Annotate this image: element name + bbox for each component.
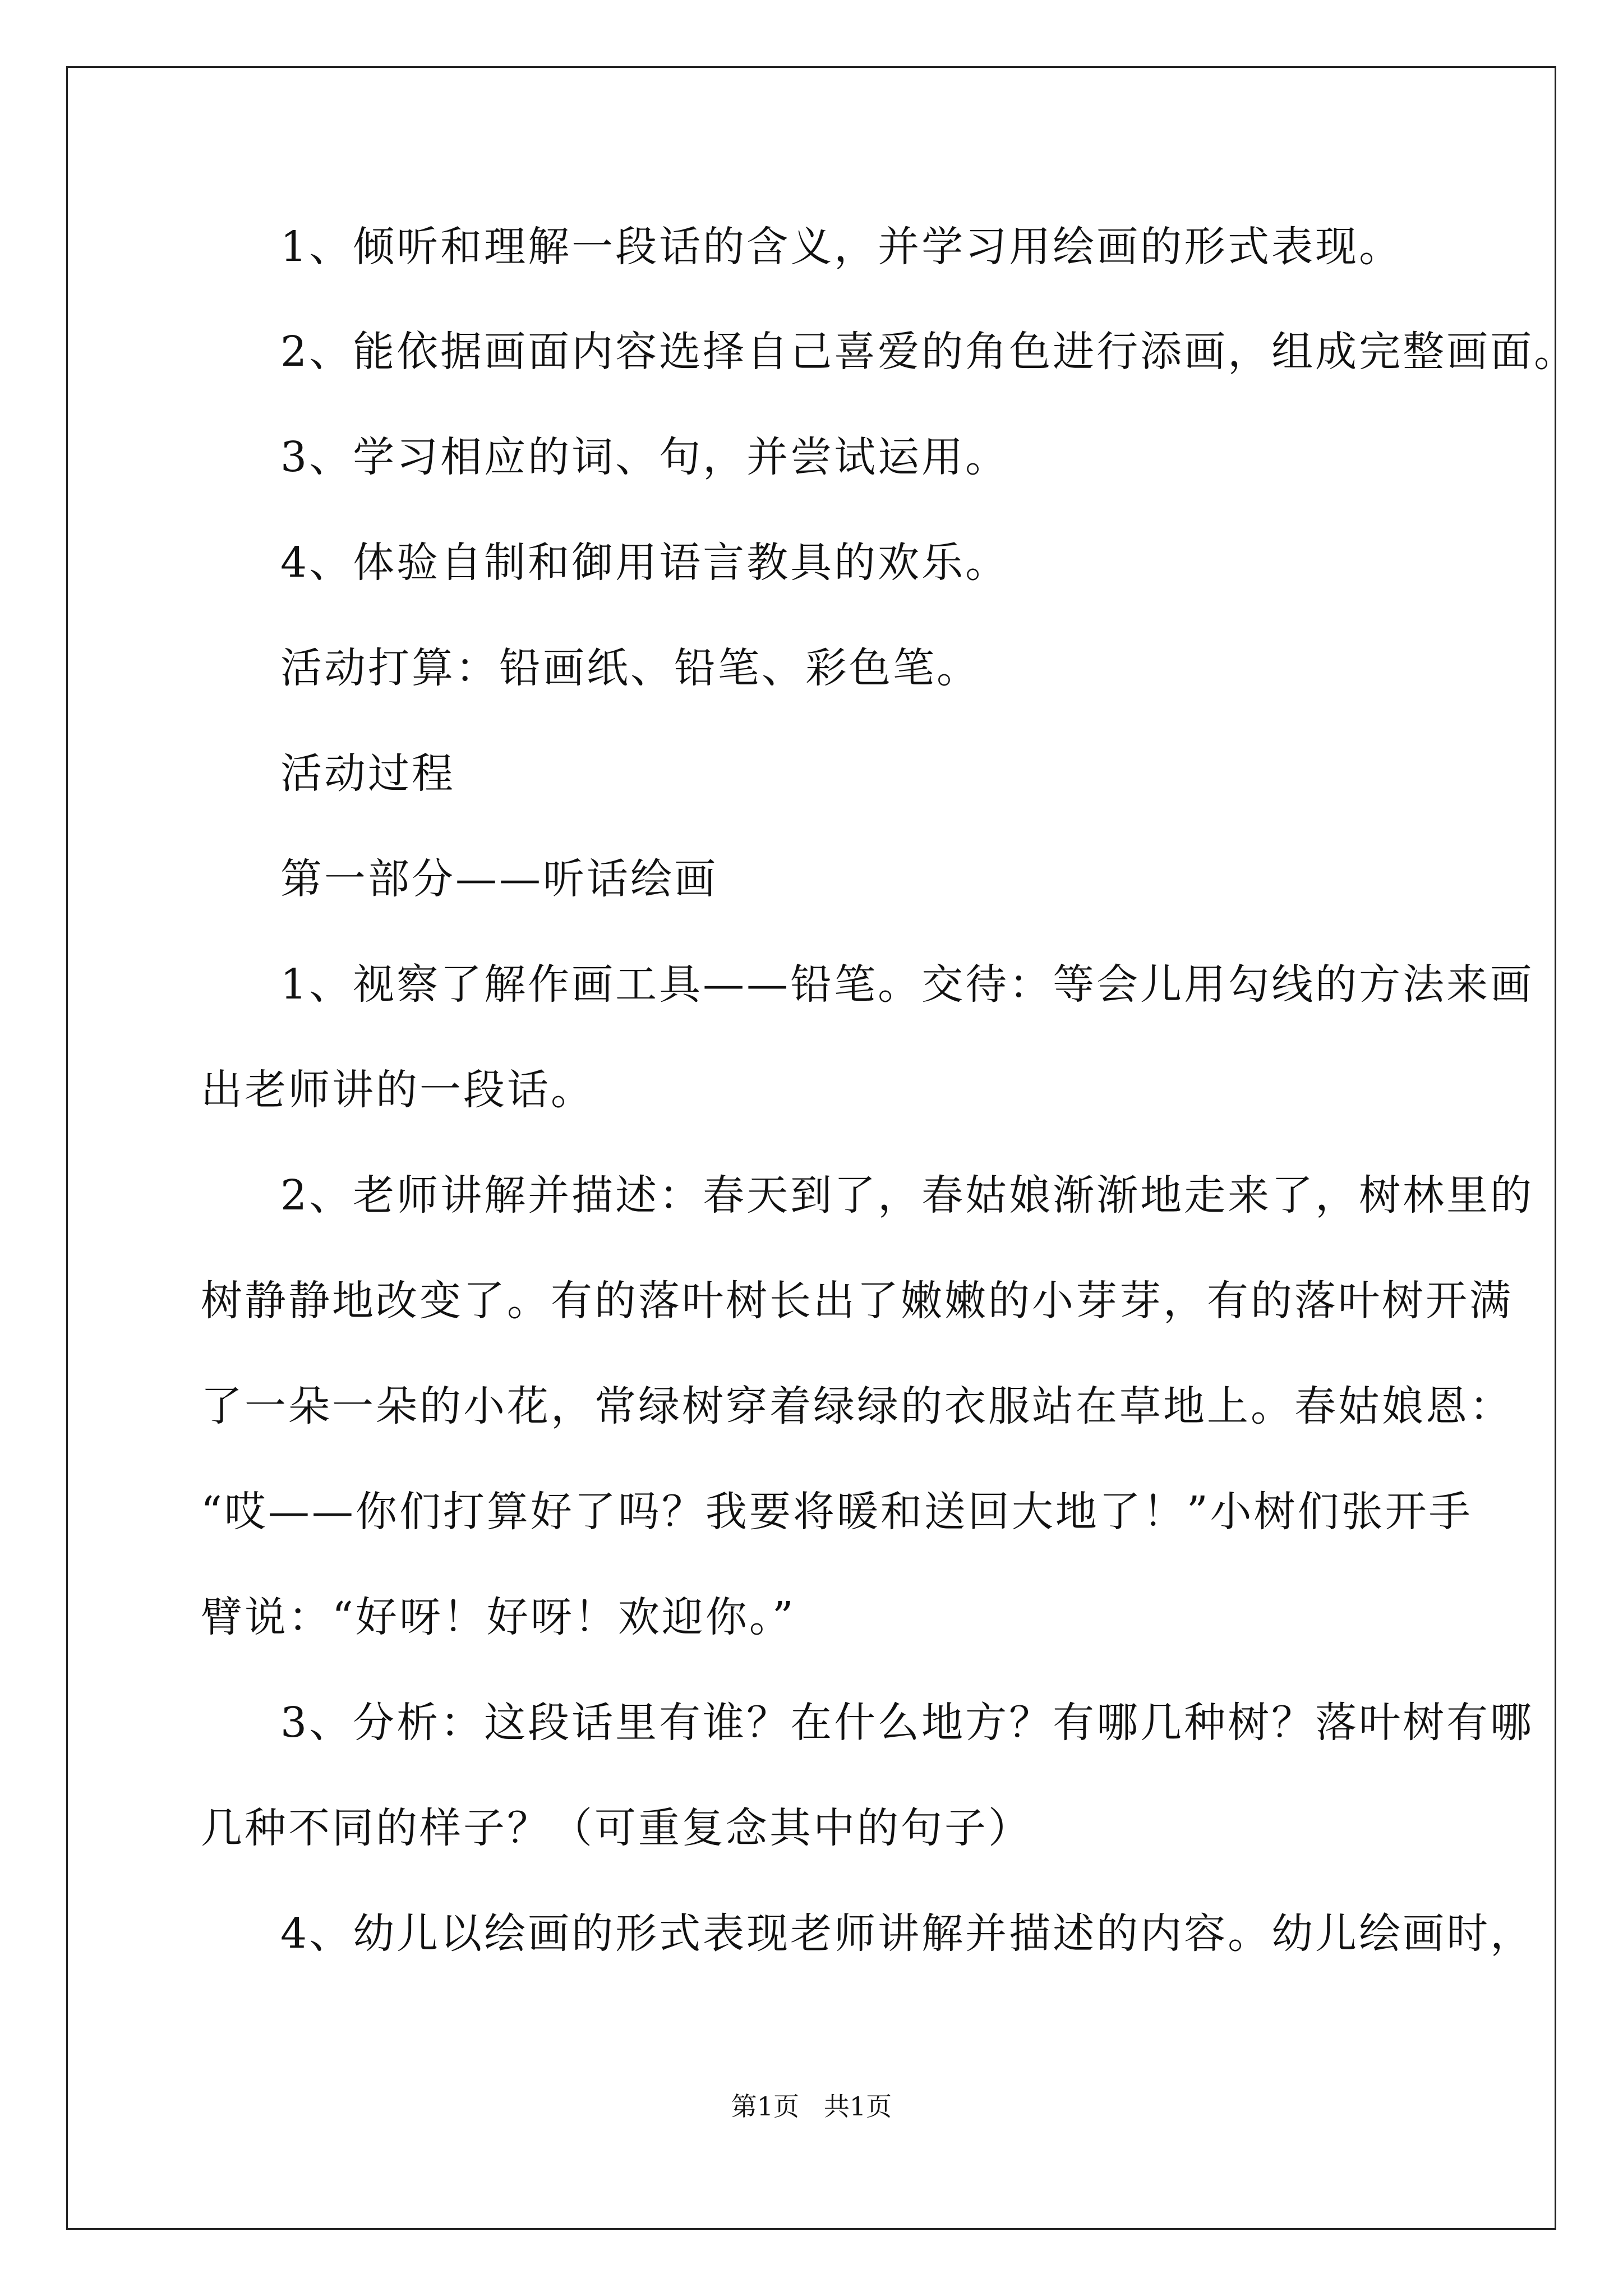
objective-3: 3、学习相应的词、句，并尝试运用。 bbox=[280, 433, 1009, 481]
materials-line: 活动打算：铅画纸、铅笔、彩色笔。 bbox=[280, 644, 980, 692]
step-2-line-2: 树静静地改变了。有的落叶树长出了嫩嫩的小芽芽，有的落叶树开满 bbox=[201, 1277, 1513, 1325]
step-3-line-2: 几种不同的样子？（可重复念其中的句子） bbox=[201, 1804, 1032, 1852]
step-2-line-1: 2、老师讲解并描述：春天到了，春姑娘渐渐地走来了，树林里的 bbox=[280, 1171, 1534, 1220]
step-1-line-1: 1、视察了解作画工具——铅笔。交待：等会儿用勾线的方法来画 bbox=[280, 960, 1534, 1009]
step-3-line-1: 3、分析：这段话里有谁？在什么地方？有哪几种树？落叶树有哪 bbox=[280, 1699, 1534, 1747]
part-one-heading: 第一部分——听话绘画 bbox=[280, 855, 718, 903]
objective-2: 2、能依据画面内容选择自己喜爱的角色进行添画，组成完整画面。 bbox=[280, 328, 1578, 376]
step-2-line-5: 臂说：“好呀！好呀！欢迎你。” bbox=[201, 1593, 796, 1641]
step-2-line-4: “哎——你们打算好了吗？我要将暖和送回大地了！”小树们张开手 bbox=[201, 1488, 1473, 1536]
step-2-line-3: 了一朵一朵的小花，常绿树穿着绿绿的衣服站在草地上。春姑娘恩： bbox=[201, 1382, 1513, 1430]
process-heading: 活动过程 bbox=[280, 749, 455, 798]
step-4-line-1: 4、幼儿以绘画的形式表现老师讲解并描述的内容。幼儿绘画时， bbox=[280, 1910, 1534, 1958]
page-border bbox=[66, 66, 1556, 2230]
page-footer: 第1页 共1页 bbox=[731, 2091, 892, 2122]
step-1-line-2: 出老师讲的一段话。 bbox=[201, 1066, 594, 1114]
objective-1: 1、倾听和理解一段话的含义，并学习用绘画的形式表现。 bbox=[280, 223, 1403, 271]
objective-4: 4、体验自制和御用语言教具的欢乐。 bbox=[280, 539, 1009, 587]
